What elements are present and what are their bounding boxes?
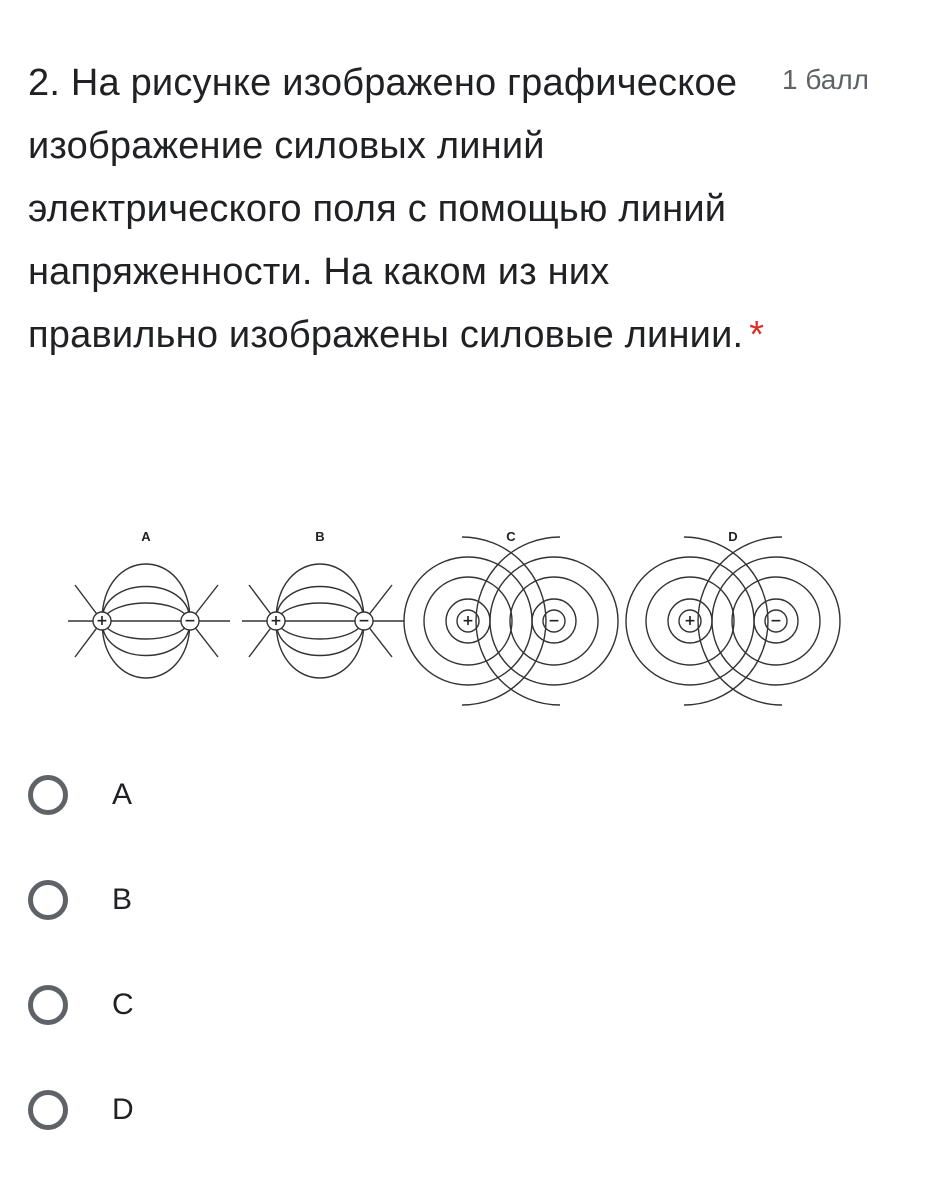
panel-c-label: C bbox=[506, 529, 516, 544]
panel-b-negative-charge: − bbox=[358, 613, 370, 629]
panel-c-positive-charge: + bbox=[462, 613, 474, 629]
panel-d-concentric bbox=[626, 537, 840, 705]
option-b-label: B bbox=[112, 883, 133, 916]
required-asterisk: * bbox=[749, 314, 765, 356]
option-d[interactable] bbox=[28, 1082, 134, 1138]
field-lines-illustration bbox=[30, 485, 860, 730]
question-text: 2. На рисунке изображено графическое изображение силовых линий электрического поля с помощью линий напряженности. На каком из них правильно изображены силовые линии. bbox=[28, 62, 744, 356]
panel-d-label: D bbox=[728, 529, 738, 544]
option-d-label: D bbox=[112, 1093, 134, 1126]
question-title bbox=[28, 52, 768, 367]
panel-b-dipole bbox=[242, 564, 404, 678]
option-c-label: C bbox=[112, 988, 134, 1021]
option-a-label: A bbox=[112, 778, 133, 811]
field-lines-figure bbox=[30, 485, 860, 730]
panel-a-negative-charge: − bbox=[184, 613, 196, 629]
option-a[interactable] bbox=[28, 767, 132, 823]
panel-b-positive-charge: + bbox=[270, 613, 282, 629]
option-d-radio[interactable] bbox=[28, 1090, 68, 1130]
option-c[interactable] bbox=[28, 977, 134, 1033]
option-a-radio[interactable] bbox=[28, 775, 68, 815]
panel-b-label: B bbox=[315, 529, 325, 544]
panel-c-concentric bbox=[404, 537, 618, 705]
panel-d-positive-charge: + bbox=[684, 613, 696, 629]
panel-a-positive-charge: + bbox=[96, 613, 108, 629]
option-b[interactable] bbox=[28, 872, 132, 928]
option-c-radio[interactable] bbox=[28, 985, 68, 1025]
panel-a-label: A bbox=[141, 529, 151, 544]
points-label: 1 балл bbox=[782, 64, 869, 95]
panel-d-negative-charge: − bbox=[770, 613, 782, 629]
panel-c-negative-charge: − bbox=[548, 613, 560, 629]
option-b-radio[interactable] bbox=[28, 880, 68, 920]
panel-a-dipole bbox=[68, 564, 230, 678]
